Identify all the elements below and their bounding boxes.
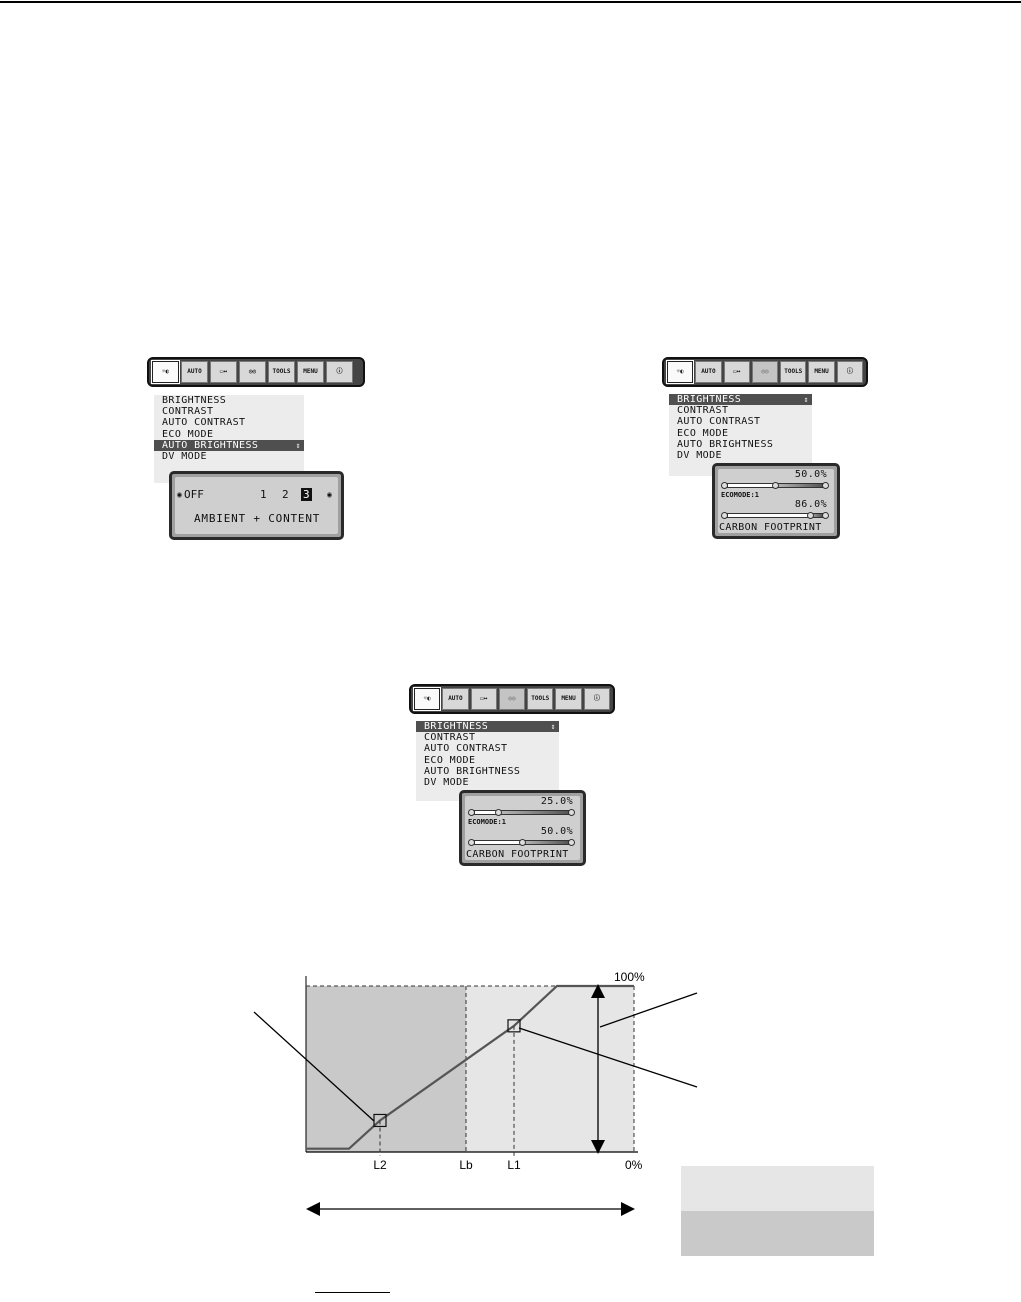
slider-marker-icon — [807, 512, 814, 519]
slider-marker-icon — [495, 809, 502, 816]
top-rule — [0, 1, 1021, 3]
tools-icon[interactable]: TOOLS — [268, 361, 295, 383]
color-icon[interactable]: ◎◎ — [752, 361, 778, 383]
slider-track — [474, 810, 569, 815]
up-down-arrow-icon: ⇕ — [550, 722, 556, 731]
menu-item[interactable]: ECO MODE — [424, 754, 476, 766]
brightness-contrast-icon[interactable]: ☼◐ — [152, 361, 179, 383]
carbon-slider — [468, 839, 575, 846]
slider-left-cap-icon — [468, 839, 475, 846]
chart-region-1 — [466, 986, 634, 1152]
brightness-contrast-icon[interactable]: ☼◐ — [414, 688, 440, 710]
right-arrow-icon[interactable]: ◉ — [327, 490, 332, 499]
eco-mode-submenu — [712, 463, 840, 539]
osd-toolbar — [662, 357, 868, 387]
menu-tools-icon[interactable]: MENU — [808, 361, 834, 383]
menu-item[interactable]: AUTO BRIGHTNESS — [677, 438, 774, 450]
slider-right-cap-icon — [568, 839, 575, 846]
position-icon[interactable]: ▭↔ — [724, 361, 750, 383]
horizontal-arrow-left-icon — [306, 1202, 320, 1216]
underline-stub — [315, 1292, 390, 1293]
ecomode-label: ECOMODE:1 — [721, 491, 759, 499]
carbon-footprint-label: CARBON FOOTPRINT — [719, 522, 822, 533]
slider-right-cap-icon — [822, 482, 829, 489]
option-1[interactable]: 1 — [260, 488, 267, 501]
horizontal-arrow-right-icon — [621, 1202, 635, 1216]
x-tick-label-lb: Lb — [459, 1158, 473, 1172]
y-tick-label-0: 0% — [625, 1158, 643, 1172]
menu-item-selected[interactable] — [416, 721, 559, 732]
brightness-contrast-icon[interactable]: ☼◐ — [667, 361, 693, 383]
color-icon[interactable]: ◎◎ — [499, 688, 525, 710]
auto-adjust-icon[interactable]: AUTO — [181, 361, 208, 383]
menu-item[interactable]: CONTRAST — [677, 405, 729, 417]
ecomode-label: ECOMODE:1 — [468, 818, 506, 826]
osd-menu — [416, 721, 559, 801]
slider-left-cap-icon — [721, 482, 728, 489]
slider-right-cap-icon — [822, 512, 829, 519]
slider-remainder — [498, 811, 568, 814]
menu-item[interactable]: AUTO BRIGHTNESS — [424, 765, 521, 777]
auto-brightness-submenu — [169, 471, 344, 540]
osd-menu — [154, 395, 304, 483]
brightness-slider[interactable] — [721, 482, 829, 489]
menu-item[interactable]: DV MODE — [162, 450, 207, 462]
slider-marker-icon — [519, 839, 526, 846]
carbon-footprint-label: CARBON FOOTPRINT — [466, 849, 569, 860]
up-down-arrow-icon: ⇕ — [803, 395, 809, 404]
option-off[interactable]: OFF — [184, 488, 204, 501]
option-3-selected[interactable]: 3 — [303, 488, 310, 501]
slider-right-cap-icon — [568, 809, 575, 816]
position-icon[interactable]: ▭↔ — [471, 688, 497, 710]
information-icon[interactable]: ⓘ — [584, 688, 610, 710]
option-2[interactable]: 2 — [282, 488, 289, 501]
slider-left-cap-icon — [468, 809, 475, 816]
menu-item[interactable]: AUTO CONTRAST — [677, 416, 761, 428]
menu-item[interactable]: DV MODE — [677, 449, 722, 461]
menu-item-selected[interactable] — [154, 440, 304, 451]
menu-tools-icon[interactable]: MENU — [555, 688, 581, 710]
slider-marker-icon — [772, 482, 779, 489]
color-icon[interactable]: ◎◎ — [239, 361, 266, 383]
menu-tools-icon[interactable]: MENU — [297, 361, 324, 383]
carbon-slider — [721, 512, 829, 519]
menu-item-label: AUTO BRIGHTNESS — [162, 439, 259, 451]
menu-item-label: BRIGHTNESS — [677, 394, 742, 405]
tools-icon[interactable]: TOOLS — [780, 361, 806, 383]
osd-toolbar — [147, 357, 365, 387]
eco-mode-submenu — [459, 790, 586, 866]
information-icon[interactable]: ⓘ — [326, 361, 353, 383]
legend-swatch-light — [681, 1166, 874, 1211]
tools-icon[interactable]: TOOLS — [527, 688, 553, 710]
auto-adjust-icon[interactable]: AUTO — [442, 688, 468, 710]
menu-item-label: BRIGHTNESS — [424, 721, 489, 732]
position-icon[interactable]: ▭↔ — [210, 361, 237, 383]
slider-left-cap-icon — [721, 512, 728, 519]
x-tick-label-l1: L1 — [507, 1158, 521, 1172]
menu-item[interactable]: ECO MODE — [677, 427, 729, 439]
submenu-caption: AMBIENT + CONTENT — [194, 512, 321, 525]
left-arrow-icon[interactable]: ◉ — [177, 490, 182, 499]
slider-remainder — [522, 841, 569, 844]
menu-item-selected[interactable] — [669, 394, 812, 405]
submenu-panel — [175, 477, 338, 534]
osd-toolbar — [409, 684, 615, 714]
carbon-value: 50.0% — [540, 826, 573, 837]
legend-swatch-dark — [681, 1211, 874, 1256]
menu-item[interactable]: AUTO CONTRAST — [424, 743, 508, 755]
brightness-slider[interactable] — [468, 809, 575, 816]
information-icon[interactable]: ⓘ — [837, 361, 863, 383]
menu-item[interactable]: DV MODE — [424, 776, 469, 788]
up-down-arrow-icon: ⇕ — [295, 440, 301, 450]
brightness-value: 50.0% — [794, 469, 827, 480]
menu-item[interactable]: ECO MODE — [162, 428, 214, 440]
y-tick-label-100: 100% — [614, 970, 645, 984]
menu-item[interactable]: CONTRAST — [424, 732, 476, 744]
auto-adjust-icon[interactable]: AUTO — [695, 361, 721, 383]
menu-item[interactable]: BRIGHTNESS — [162, 395, 227, 406]
chart-region-0 — [306, 986, 466, 1152]
menu-item[interactable]: CONTRAST — [162, 406, 214, 418]
carbon-value: 86.0% — [794, 499, 827, 510]
menu-item[interactable]: AUTO CONTRAST — [162, 417, 246, 429]
slider-remainder — [775, 484, 822, 487]
brightness-value: 25.0% — [540, 796, 573, 807]
x-tick-label-l2: L2 — [373, 1158, 387, 1172]
